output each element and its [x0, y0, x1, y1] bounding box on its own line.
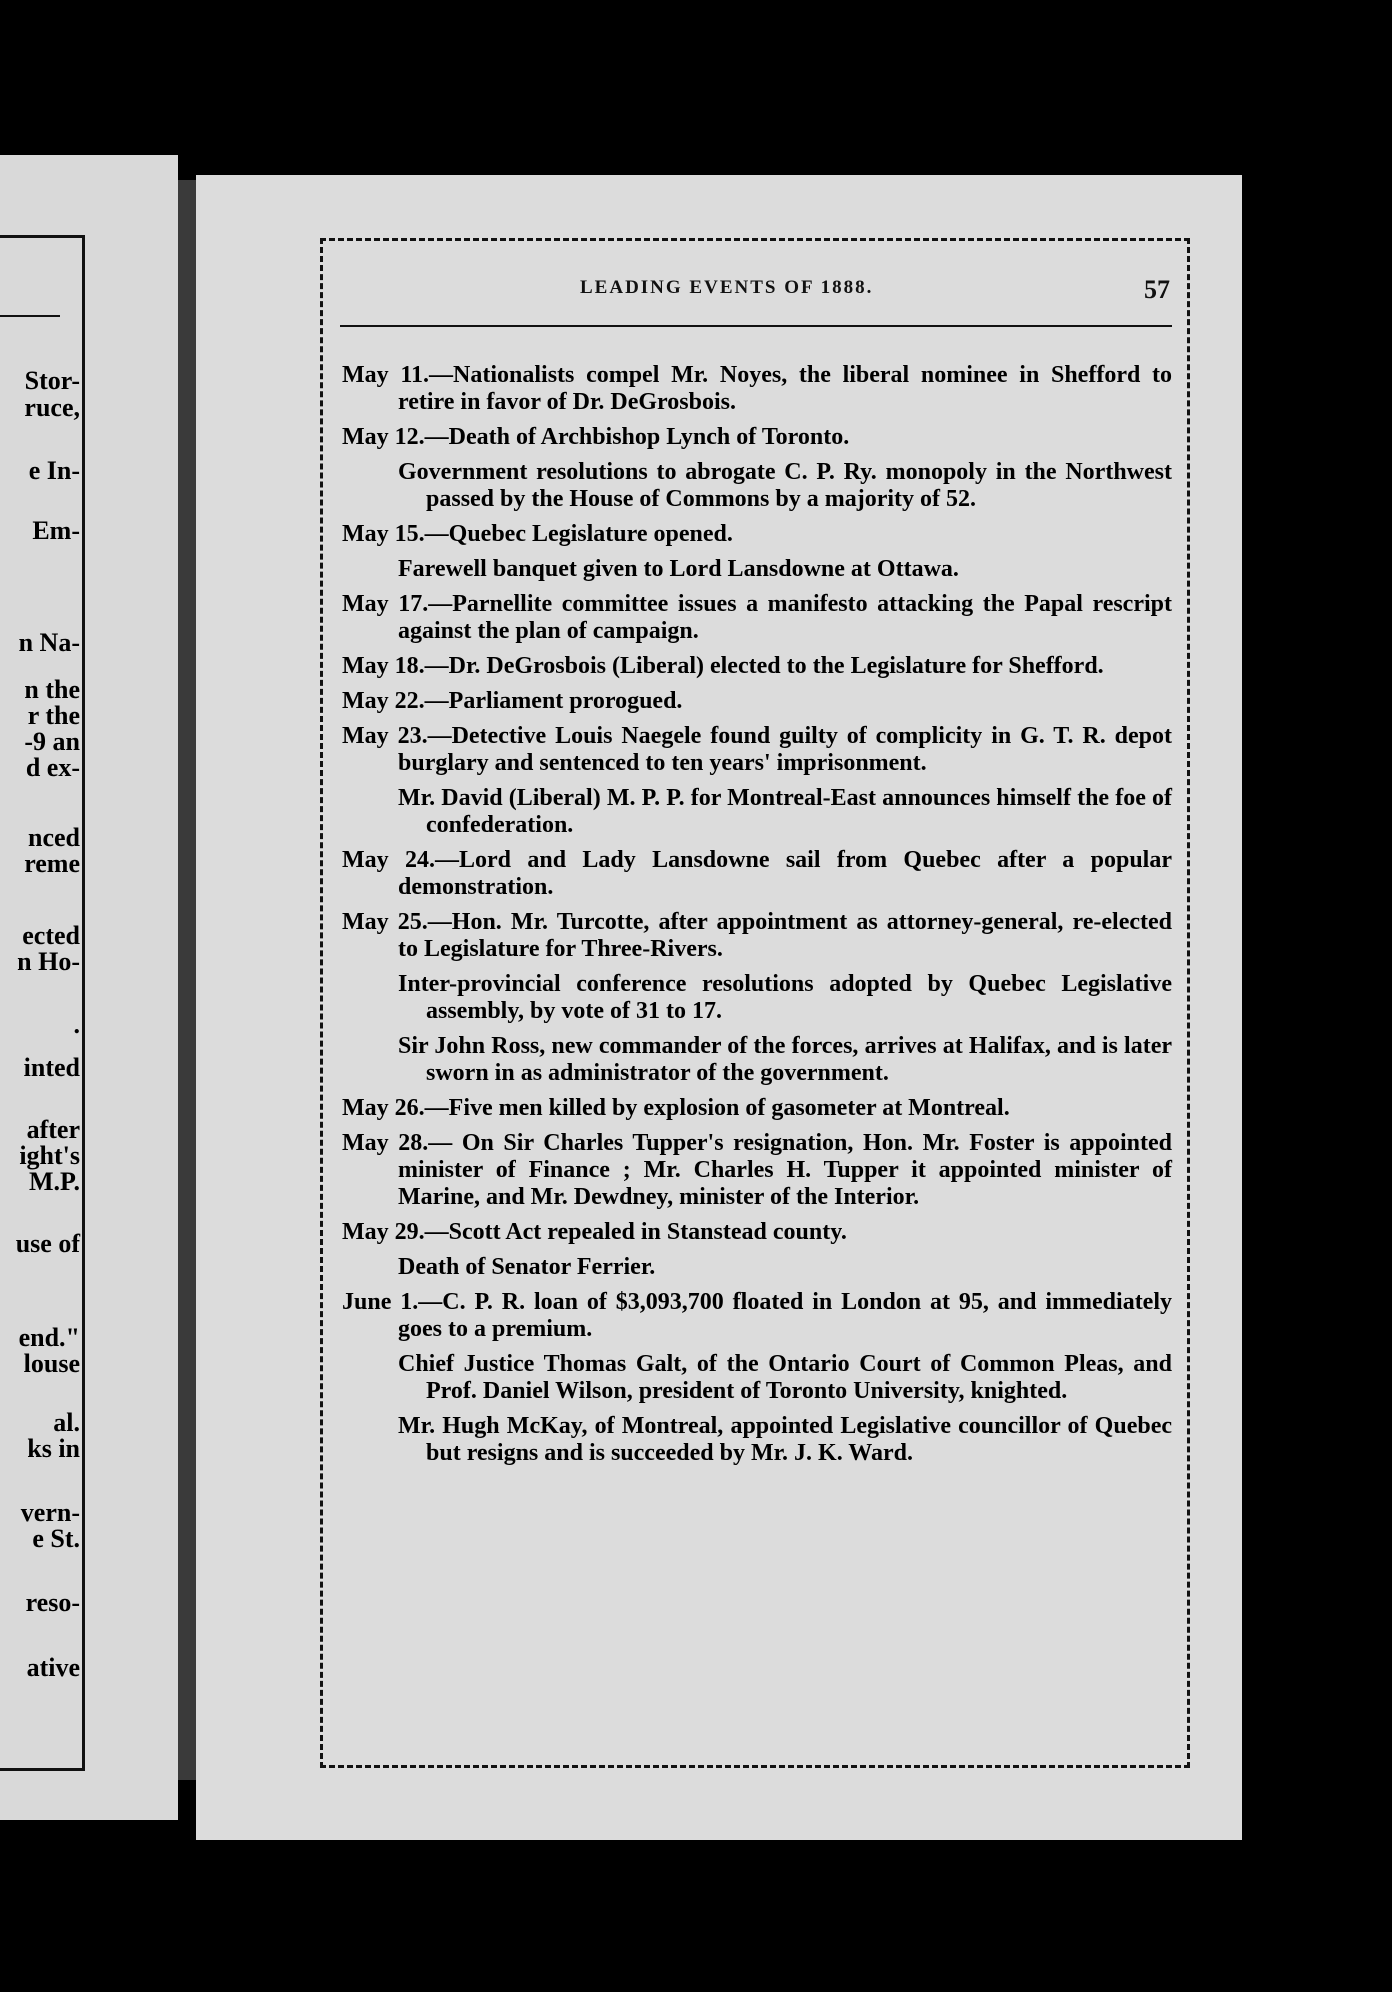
- event-entry: May 24.—Lord and Lady Lansdowne sail from Quebec after a popular demonstration.: [342, 847, 1172, 900]
- left-page-fragment: vern-: [20, 1498, 80, 1527]
- event-sub-entry: Mr. David (Liberal) M. P. P. for Montreal-East announces himself the foe of confederation.: [398, 785, 1172, 838]
- left-page-fragment: al.: [53, 1408, 80, 1437]
- event-sub-entry: Mr. Hugh McKay, of Montreal, appointed Legislative councillor of Quebec but resigns and is succeeded by Mr. J. K. Ward.: [398, 1413, 1172, 1466]
- event-entry: May 15.—Quebec Legislature opened.: [342, 521, 733, 547]
- left-page-fragment: reso-: [25, 1588, 80, 1617]
- event-sub-entry: Chief Justice Thomas Galt, of the Ontario Court of Common Pleas, and Prof. Daniel Wilson, president of Toronto University, knighted.: [398, 1351, 1172, 1404]
- event-entry: May 11.—Nationalists compel Mr. Noyes, the liberal nominee in Shefford to retire in favor of Dr. DeGrosbois.: [342, 362, 1172, 415]
- event-sub-entry: Farewell banquet given to Lord Lansdowne at Ottawa.: [398, 556, 959, 582]
- left-page-fragment: e In-: [28, 456, 80, 485]
- left-page-fragment: use of: [15, 1229, 80, 1258]
- left-page-fragment: ight's: [19, 1141, 80, 1170]
- event-sub-entry: Inter-provincial conference resolutions adopted by Quebec Legislative assembly, by vote of 31 to 17.: [398, 971, 1172, 1024]
- event-entry: May 26.—Five men killed by explosion of gasometer at Montreal.: [342, 1095, 1010, 1121]
- event-sub-entry: Sir John Ross, new commander of the forces, arrives at Halifax, and is later sworn in as administrator of the government.: [398, 1033, 1172, 1086]
- left-page-fragment: e St.: [32, 1524, 80, 1553]
- event-sub-entry: Government resolutions to abrogate C. P. Ry. monopoly in the Northwest passed by the House of Commons by a majority of 52.: [398, 459, 1172, 512]
- running-title: LEADING EVENTS OF 1888.: [580, 277, 874, 298]
- left-page-fragment: after: [26, 1115, 80, 1144]
- left-page-rule: [0, 315, 60, 317]
- event-entry: May 12.—Death of Archbishop Lynch of Toronto.: [342, 424, 850, 450]
- event-entry: May 29.—Scott Act repealed in Stanstead county.: [342, 1219, 847, 1245]
- event-entry: May 25.—Hon. Mr. Turcotte, after appointment as attorney-general, re-elected to Legislature for Three-Rivers.: [342, 909, 1172, 962]
- left-page-fragment: n the: [24, 675, 80, 704]
- left-page-fragment: d ex-: [25, 753, 80, 782]
- left-page-fragment: n Na-: [18, 628, 80, 657]
- event-sub-entry: Death of Senator Ferrier.: [398, 1254, 656, 1280]
- events-list: [342, 362, 1172, 1475]
- event-entry: May 22.—Parliament prorogued.: [342, 688, 683, 714]
- left-page-fragment: M.P.: [28, 1167, 80, 1196]
- left-page-fragment: n Ho-: [17, 947, 80, 976]
- left-page-fragment: nced: [28, 823, 80, 852]
- page-number: 57: [1144, 275, 1170, 304]
- left-page-fragment: Stor-: [24, 366, 80, 395]
- left-page-fragment: reme: [24, 849, 80, 878]
- event-entry: May 17.—Parnellite committee issues a manifesto attacking the Papal rescript against the plan of campaign.: [342, 591, 1172, 644]
- left-page-fragment: Em-: [32, 516, 80, 545]
- event-entry: May 28.— On Sir Charles Tupper's resignation, Hon. Mr. Foster is appointed minister of Finance ; Mr. Charles H. Tupper it appointed minister of Marine, and Mr. Dewdney, minister of the Interior.: [342, 1130, 1172, 1210]
- header-rule: [340, 325, 1172, 327]
- event-entry: May 23.—Detective Louis Naegele found guilty of complicity in G. T. R. depot burglary and sentenced to ten years' imprisonment.: [342, 723, 1172, 776]
- left-page-fragment: ks in: [27, 1434, 80, 1463]
- left-page-fragment: ruce,: [24, 393, 80, 422]
- left-page-fragment: ected: [22, 921, 80, 950]
- left-page-fragment: .: [73, 1010, 80, 1039]
- book-gutter: [178, 180, 196, 1780]
- left-page-fragment: ative: [26, 1653, 80, 1682]
- event-entry: May 18.—Dr. DeGrosbois (Liberal) elected to the Legislature for Shefford.: [342, 653, 1104, 679]
- event-entry: June 1.—C. P. R. loan of $3,093,700 floated in London at 95, and immediately goes to a premium.: [342, 1289, 1172, 1342]
- left-page-fragment: r the: [27, 701, 80, 730]
- left-page-fragment: -9 an: [24, 727, 80, 756]
- left-page-fragment: end.": [18, 1323, 80, 1352]
- page-header: [340, 275, 1172, 315]
- left-page-fragment: inted: [23, 1053, 80, 1082]
- left-page-fragment: louse: [23, 1349, 80, 1378]
